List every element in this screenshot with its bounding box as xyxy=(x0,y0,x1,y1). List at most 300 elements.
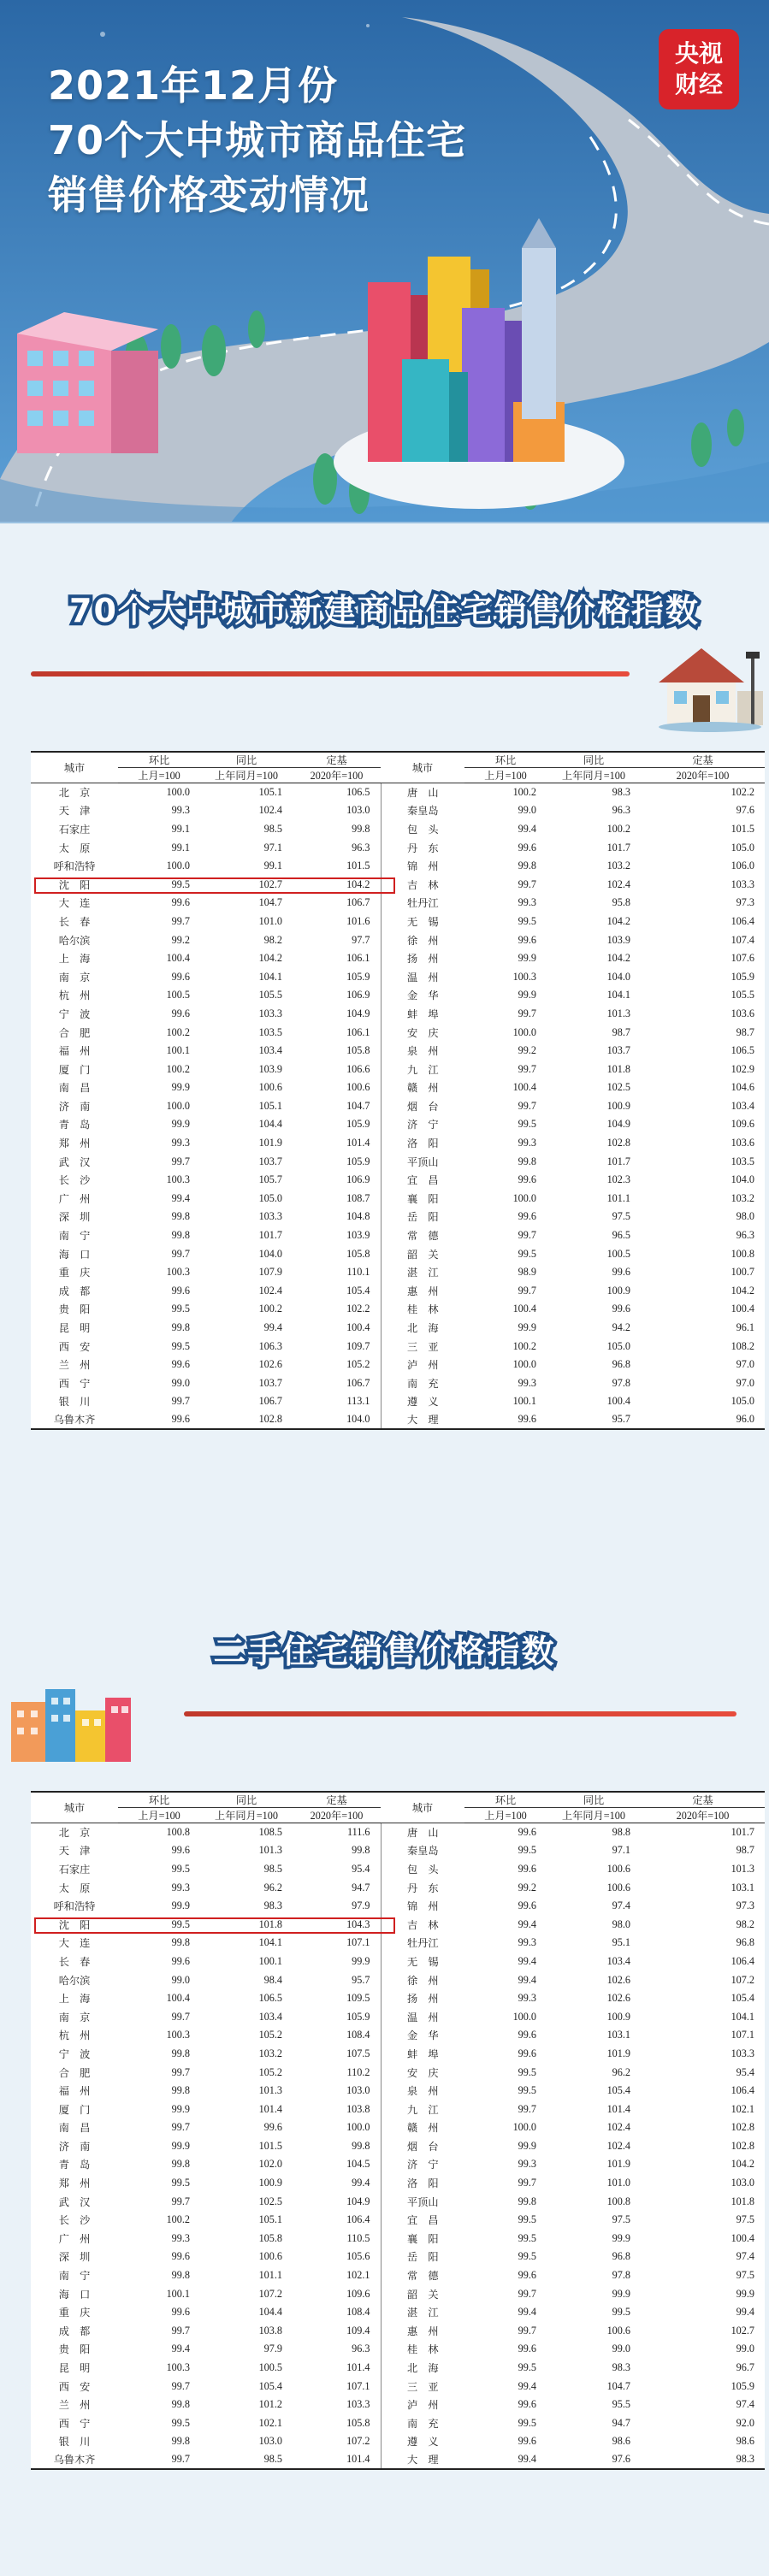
cell-huanbi-right: 99.3 xyxy=(518,1137,536,1149)
cell-city-left: 大 连 xyxy=(58,897,91,910)
table-row xyxy=(31,857,765,876)
cell-huanbi-left: 99.8 xyxy=(171,2047,190,2059)
cell-dingji-right: 101.5 xyxy=(731,822,754,835)
col-tongbi-left: 同比 xyxy=(200,752,293,768)
cell-tongbi-left: 105.2 xyxy=(258,2065,282,2078)
cell-dingji-left: 96.3 xyxy=(352,841,370,854)
cell-tongbi-right: 98.8 xyxy=(612,1826,630,1839)
table-row xyxy=(31,1823,765,1842)
cell-tongbi-left: 105.2 xyxy=(258,2029,282,2041)
cell-city-left: 哈尔滨 xyxy=(58,1974,91,1987)
cell-dingji-right: 105.0 xyxy=(731,841,754,854)
cell-city-left: 青 岛 xyxy=(58,2159,91,2171)
cell-huanbi-right: 99.9 xyxy=(518,989,536,1001)
cell-huanbi-left: 99.5 xyxy=(171,877,190,890)
cell-city-left: 济 南 xyxy=(58,1100,91,1113)
cell-huanbi-right: 99.7 xyxy=(518,2177,536,2189)
cell-dingji-right: 104.2 xyxy=(731,1284,754,1297)
cell-huanbi-left: 99.3 xyxy=(171,2231,190,2244)
col2-tongbi-right: 同比 xyxy=(547,1792,641,1808)
cell-dingji-right: 102.8 xyxy=(731,2139,754,2152)
cell-huanbi-left: 100.3 xyxy=(166,2361,190,2374)
cell-city-left: 广 州 xyxy=(58,1192,91,1205)
cell-city-right: 惠 州 xyxy=(381,1282,464,1301)
cell-huanbi-right: 99.3 xyxy=(518,896,536,909)
table-row xyxy=(31,913,765,931)
table-row xyxy=(31,2340,765,2359)
cell-tongbi-left: 102.8 xyxy=(200,1411,293,1430)
cell-huanbi-left: 99.4 xyxy=(171,1191,190,1204)
cell-dingji-right: 102.1 xyxy=(731,2102,754,2115)
cell-tongbi-right: 101.0 xyxy=(606,2177,630,2189)
cell-tongbi-left: 105.0 xyxy=(258,1191,282,1204)
cell-tongbi-right: 98.0 xyxy=(612,1917,630,1930)
cell-city-right: 安 庆 xyxy=(381,2063,464,2082)
cell-huanbi-right: 99.7 xyxy=(518,1007,536,1019)
cell-tongbi-right: 99.9 xyxy=(612,2231,630,2244)
cell-tongbi-right: 96.2 xyxy=(612,2065,630,2078)
cell-dingji-left: 113.1 xyxy=(346,1395,370,1408)
cell-huanbi-right: 99.5 xyxy=(518,914,536,927)
cell-dingji-right: 107.2 xyxy=(731,1973,754,1986)
col2-huanbi-left: 环比 xyxy=(118,1792,200,1808)
cell-city-left: 武 汉 xyxy=(58,2195,91,2208)
table-row xyxy=(31,894,765,913)
cell-huanbi-left: 99.7 xyxy=(118,2451,200,2470)
cell-city-right: 常 德 xyxy=(381,1226,464,1245)
cell-dingji-left: 107.1 xyxy=(346,2379,370,2392)
sub2-tongbi-right: 上年同月=100 xyxy=(547,1808,641,1823)
table-row xyxy=(31,1841,765,1860)
cell-huanbi-right: 99.7 xyxy=(518,1284,536,1297)
cell-dingji-left: 105.9 xyxy=(346,1118,370,1131)
cell-city-right: 牡丹江 xyxy=(381,894,464,913)
col2-city-right: 城市 xyxy=(381,1792,464,1823)
cell-city-right: 北 海 xyxy=(381,2359,464,2378)
cell-tongbi-left: 101.4 xyxy=(258,2102,282,2115)
cell-dingji-right: 102.2 xyxy=(731,786,754,799)
cell-huanbi-left: 99.6 xyxy=(171,1007,190,1019)
cell-dingji-right: 97.3 xyxy=(736,1900,754,1912)
cell-tongbi-right: 100.8 xyxy=(606,2195,630,2207)
cell-huanbi-right: 99.7 xyxy=(518,2324,536,2337)
cell-city-left: 宁 波 xyxy=(58,1007,91,1020)
cell-huanbi-left: 100.8 xyxy=(166,1826,190,1839)
cell-dingji-left: 105.8 xyxy=(346,1044,370,1057)
cell-tongbi-left: 100.6 xyxy=(258,2250,282,2263)
cell-huanbi-right: 100.0 xyxy=(512,1358,536,1371)
cell-city-right: 蚌 埠 xyxy=(381,2045,464,2064)
cell-city-right: 南 充 xyxy=(381,2414,464,2433)
cell-city-right: 唐 山 xyxy=(381,783,464,802)
cell-city-left: 南 宁 xyxy=(58,2270,91,2283)
cell-city-left: 太 原 xyxy=(58,842,91,854)
cell-city-left: 北 京 xyxy=(58,1827,91,1840)
cell-tongbi-left: 101.3 xyxy=(258,2084,282,2097)
sub2-dingji-right: 2020年=100 xyxy=(641,1808,765,1823)
cell-tongbi-left: 103.3 xyxy=(258,1210,282,1223)
table-row xyxy=(31,2174,765,2193)
cell-city-left: 哈尔滨 xyxy=(58,934,91,947)
cell-tongbi-right: 97.1 xyxy=(612,1844,630,1857)
cell-huanbi-left: 99.7 xyxy=(171,2065,190,2078)
cell-huanbi-right: 99.7 xyxy=(518,2102,536,2115)
cell-huanbi-left: 99.7 xyxy=(171,1247,190,1260)
cell-dingji-left: 94.7 xyxy=(352,1881,370,1894)
cell-city-right: 襄 阳 xyxy=(381,1190,464,1208)
col-tongbi-right: 同比 xyxy=(547,752,641,768)
cell-dingji-right: 106.4 xyxy=(731,2084,754,2097)
cell-huanbi-right: 99.5 xyxy=(518,2250,536,2263)
cell-huanbi-right: 99.0 xyxy=(518,804,536,817)
cell-city-right: 大 理 xyxy=(381,1411,464,1430)
table-row xyxy=(31,1300,765,1319)
cell-tongbi-left: 103.7 xyxy=(258,1155,282,1167)
cell-dingji-left: 107.2 xyxy=(346,2435,370,2448)
cell-dingji-left: 110.5 xyxy=(346,2231,370,2244)
cell-city-left: 南 京 xyxy=(58,2011,91,2024)
cell-tongbi-right: 102.4 xyxy=(606,877,630,890)
sub2-huanbi-left: 上月=100 xyxy=(118,1808,200,1823)
table-row xyxy=(31,1060,765,1078)
cell-tongbi-left: 100.6 xyxy=(258,1081,282,1094)
table-row xyxy=(31,2192,765,2211)
cell-tongbi-left: 99.4 xyxy=(263,1321,282,1334)
table-row xyxy=(31,2026,765,2045)
table-row xyxy=(31,1042,765,1061)
cell-dingji-left: 95.7 xyxy=(352,1973,370,1986)
cell-dingji-left: 111.6 xyxy=(346,1826,370,1839)
cell-tongbi-right: 100.6 xyxy=(606,1881,630,1894)
cell-huanbi-right: 99.5 xyxy=(518,2213,536,2226)
cell-tongbi-right: 98.3 xyxy=(612,2361,630,2374)
cell-huanbi-left: 100.4 xyxy=(166,1992,190,2005)
cell-city-left: 昆 明 xyxy=(58,1322,91,1335)
cell-tongbi-left: 106.5 xyxy=(258,1992,282,2005)
table-row xyxy=(31,1970,765,1989)
cell-city-left: 宁 波 xyxy=(58,2047,91,2060)
cell-dingji-right: 107.4 xyxy=(731,933,754,946)
cell-tongbi-right: 102.8 xyxy=(606,1137,630,1149)
cell-dingji-right: 97.4 xyxy=(736,2250,754,2263)
table-row xyxy=(31,949,765,968)
cell-dingji-right: 99.4 xyxy=(736,2306,754,2319)
cell-dingji-left: 105.4 xyxy=(346,1284,370,1297)
cell-city-right: 桂 林 xyxy=(381,2340,464,2359)
table-row xyxy=(31,820,765,839)
cell-dingji-right: 105.5 xyxy=(731,989,754,1001)
cell-city-right: 洛 阳 xyxy=(381,1134,464,1153)
cell-huanbi-left: 100.0 xyxy=(166,1099,190,1112)
table-row xyxy=(31,1134,765,1153)
table-row xyxy=(31,1152,765,1171)
cell-dingji-left: 104.3 xyxy=(346,1917,370,1930)
cell-tongbi-right: 100.6 xyxy=(606,1862,630,1875)
cell-city-left: 郑 州 xyxy=(58,2177,91,2190)
cell-dingji-left: 109.7 xyxy=(346,1339,370,1352)
cell-city-right: 泸 州 xyxy=(381,1356,464,1374)
cell-huanbi-left: 99.3 xyxy=(171,1137,190,1149)
cell-tongbi-right: 100.9 xyxy=(606,2010,630,2023)
cell-dingji-right: 97.6 xyxy=(736,804,754,817)
cell-tongbi-left: 104.1 xyxy=(258,1936,282,1949)
cell-city-left: 石家庄 xyxy=(58,1863,91,1876)
sub-tongbi-right: 上年同月=100 xyxy=(547,768,641,783)
table-row xyxy=(31,2155,765,2174)
cell-city-right: 丹 东 xyxy=(381,1878,464,1897)
cell-city-right: 温 州 xyxy=(381,2007,464,2026)
cell-huanbi-left: 99.6 xyxy=(171,1358,190,1371)
cell-tongbi-right: 97.5 xyxy=(612,1210,630,1223)
cell-dingji-left: 96.3 xyxy=(352,2343,370,2355)
cell-tongbi-right: 104.9 xyxy=(606,1118,630,1131)
cell-tongbi-left: 98.4 xyxy=(263,1973,282,1986)
cell-dingji-left: 109.5 xyxy=(346,1992,370,2005)
new-housing-table xyxy=(31,751,765,1430)
cell-huanbi-left: 99.6 xyxy=(118,1411,200,1430)
cell-huanbi-left: 99.8 xyxy=(171,2269,190,2282)
cell-huanbi-left: 99.7 xyxy=(171,2010,190,2023)
cell-huanbi-left: 99.6 xyxy=(171,2306,190,2319)
cell-huanbi-left: 99.6 xyxy=(171,1844,190,1857)
cell-dingji-right: 105.0 xyxy=(731,1395,754,1408)
cell-huanbi-left: 99.5 xyxy=(171,2177,190,2189)
cell-huanbi-right: 100.2 xyxy=(512,1339,536,1352)
cell-huanbi-right: 100.3 xyxy=(512,970,536,983)
cell-city-right: 丹 东 xyxy=(381,838,464,857)
cell-tongbi-right: 100.5 xyxy=(606,1247,630,1260)
cell-city-left: 北 京 xyxy=(58,787,91,800)
cell-huanbi-left: 99.5 xyxy=(171,1862,190,1875)
cell-tongbi-right: 102.4 xyxy=(606,2121,630,2134)
cell-city-left: 成 都 xyxy=(58,2325,91,2337)
cell-city-right: 韶 关 xyxy=(381,1244,464,1263)
cell-tongbi-left: 101.7 xyxy=(258,1229,282,1242)
cell-tongbi-right: 104.2 xyxy=(606,952,630,965)
cell-dingji-right: 101.3 xyxy=(731,1862,754,1875)
cell-city-left: 西 安 xyxy=(58,2380,91,2393)
cell-city-left: 厦 门 xyxy=(58,2103,91,2116)
hero-title xyxy=(48,58,466,222)
cell-city-left: 呼和浩特 xyxy=(53,1900,96,1913)
cell-huanbi-left: 99.6 xyxy=(171,970,190,983)
hohhot-highlight-box-2 xyxy=(34,1917,395,1934)
cell-dingji-left: 103.8 xyxy=(346,2102,370,2115)
cell-huanbi-right: 99.6 xyxy=(518,2029,536,2041)
cell-tongbi-left: 99.1 xyxy=(263,860,282,872)
cell-dingji-right: 104.2 xyxy=(731,2158,754,2171)
cell-tongbi-left: 103.7 xyxy=(258,1376,282,1389)
cell-dingji-right: 108.2 xyxy=(731,1339,754,1352)
cell-huanbi-right: 99.3 xyxy=(518,1992,536,2005)
cell-dingji-left: 104.7 xyxy=(346,1099,370,1112)
cell-city-right: 徐 州 xyxy=(381,1970,464,1989)
cell-city-right: 包 头 xyxy=(381,820,464,839)
cell-dingji-left: 100.0 xyxy=(346,2121,370,2134)
cell-dingji-right: 97.3 xyxy=(736,896,754,909)
cell-tongbi-left: 103.9 xyxy=(258,1062,282,1075)
table-row xyxy=(31,1953,765,1971)
section2-title: 二手住宅销售价格指数 xyxy=(213,1633,556,1670)
cell-dingji-left: 103.0 xyxy=(346,2084,370,2097)
cell-city-right: 湛 江 xyxy=(381,1263,464,1282)
cell-dingji-left: 101.4 xyxy=(293,2451,381,2470)
cell-tongbi-right: 98.6 xyxy=(612,2435,630,2448)
cell-dingji-left: 103.3 xyxy=(346,2398,370,2411)
cell-city-left: 合 肥 xyxy=(58,2066,91,2079)
cell-huanbi-right: 99.4 xyxy=(518,822,536,835)
cell-huanbi-left: 100.2 xyxy=(166,1062,190,1075)
table-row xyxy=(31,2248,765,2266)
cell-huanbi-right: 99.5 xyxy=(518,1844,536,1857)
table-row xyxy=(31,783,765,802)
cell-tongbi-right: 105.0 xyxy=(606,1339,630,1352)
cell-huanbi-left: 99.0 xyxy=(171,1376,190,1389)
cell-city-left: 长 春 xyxy=(58,1955,91,1968)
cell-dingji-left: 100.4 xyxy=(346,1321,370,1334)
cell-tongbi-left: 104.0 xyxy=(258,1247,282,1260)
cell-tongbi-right: 100.6 xyxy=(606,2324,630,2337)
cell-city-left: 上 海 xyxy=(58,1993,91,2006)
cell-huanbi-right: 99.9 xyxy=(518,1321,536,1334)
table-row xyxy=(31,2377,765,2396)
cell-city-right: 三 亚 xyxy=(381,2377,464,2396)
cell-tongbi-left: 102.0 xyxy=(258,2158,282,2171)
cell-huanbi-left: 99.7 xyxy=(171,1155,190,1167)
cell-dingji-right: 97.0 xyxy=(736,1376,754,1389)
cell-huanbi-right: 100.0 xyxy=(512,1191,536,1204)
cell-city-left: 沈 阳 xyxy=(58,878,91,891)
cell-tongbi-right: 100.9 xyxy=(606,1284,630,1297)
cell-dingji-right: 104.1 xyxy=(731,2010,754,2023)
hohhot-highlight-box xyxy=(34,877,395,894)
cell-dingji-right: 103.2 xyxy=(731,1191,754,1204)
cell-city-left: 银 川 xyxy=(58,2436,91,2449)
cell-huanbi-left: 99.8 xyxy=(171,2435,190,2448)
hero-title-line-2: 70个大中城市商品住宅 xyxy=(48,117,467,163)
table-row xyxy=(31,2137,765,2156)
table-row xyxy=(31,1392,765,1411)
cell-dingji-left: 106.5 xyxy=(346,786,370,799)
cell-city-left: 西 安 xyxy=(58,1340,91,1353)
sub2-tongbi-left: 上年同月=100 xyxy=(200,1808,293,1823)
cell-tongbi-left: 106.7 xyxy=(258,1395,282,1408)
cell-city-right: 吉 林 xyxy=(381,875,464,894)
cell-dingji-left: 102.2 xyxy=(346,1303,370,1315)
cell-city-left: 天 津 xyxy=(58,1845,91,1858)
cell-tongbi-right: 98.3 xyxy=(612,786,630,799)
cell-tongbi-right: 101.9 xyxy=(606,2047,630,2059)
cell-city-left: 福 州 xyxy=(58,2085,91,2098)
col2-city-left: 城市 xyxy=(31,1792,118,1823)
cell-city-left: 海 口 xyxy=(58,2288,91,2301)
cell-huanbi-left: 99.8 xyxy=(171,2398,190,2411)
cell-dingji-right: 96.1 xyxy=(736,1321,754,1334)
cell-dingji-left: 95.4 xyxy=(352,1862,370,1875)
cell-city-left: 贵 阳 xyxy=(58,2343,91,2356)
logo-line-2: 财经 xyxy=(674,70,723,98)
table-row xyxy=(31,1989,765,2008)
cell-tongbi-left: 103.0 xyxy=(258,2435,282,2448)
cell-city-left: 大 连 xyxy=(58,1937,91,1950)
cell-dingji-left: 101.5 xyxy=(346,860,370,872)
cell-city-left: 乌鲁木齐 xyxy=(31,2451,118,2470)
cell-huanbi-left: 99.9 xyxy=(171,1081,190,1094)
cell-huanbi-left: 99.1 xyxy=(171,822,190,835)
cell-huanbi-left: 100.3 xyxy=(166,1173,190,1186)
cell-city-right: 平顶山 xyxy=(381,2192,464,2211)
cell-city-left: 南 昌 xyxy=(58,2122,91,2135)
cell-city-right: 宜 昌 xyxy=(381,1171,464,1190)
cell-tongbi-left: 102.5 xyxy=(258,2195,282,2207)
col-huanbi-left: 环比 xyxy=(118,752,200,768)
cell-dingji-left: 106.9 xyxy=(346,989,370,1001)
cell-tongbi-right: 101.3 xyxy=(606,1007,630,1019)
cell-city-right: 湛 江 xyxy=(381,2303,464,2322)
cell-tongbi-right: 100.4 xyxy=(606,1395,630,1408)
cell-city-right: 遵 义 xyxy=(381,2432,464,2451)
cell-huanbi-right: 99.6 xyxy=(518,1862,536,1875)
cell-huanbi-left: 99.5 xyxy=(171,2416,190,2429)
cell-city-left: 南 昌 xyxy=(58,1082,91,1095)
cell-tongbi-left: 102.4 xyxy=(258,1284,282,1297)
cell-dingji-left: 101.6 xyxy=(346,914,370,927)
cell-city-right: 吉 林 xyxy=(381,1915,464,1934)
cell-dingji-left: 106.6 xyxy=(346,1062,370,1075)
cell-city-left: 上 海 xyxy=(58,953,91,966)
cell-dingji-left: 110.2 xyxy=(346,2065,370,2078)
cell-city-left: 青 岛 xyxy=(58,1119,91,1131)
cell-city-right: 无 锡 xyxy=(381,913,464,931)
cell-city-right: 惠 州 xyxy=(381,2322,464,2341)
second-hand-table xyxy=(31,1791,765,2470)
cell-dingji-left: 106.7 xyxy=(346,896,370,909)
cell-dingji-right: 100.7 xyxy=(731,1266,754,1279)
cell-dingji-right: 103.6 xyxy=(731,1007,754,1019)
cell-huanbi-right: 99.6 xyxy=(518,1173,536,1186)
cell-huanbi-right: 99.9 xyxy=(518,952,536,965)
cell-dingji-left: 97.7 xyxy=(352,933,370,946)
cell-tongbi-right: 101.4 xyxy=(606,2102,630,2115)
cell-tongbi-right: 102.4 xyxy=(606,2139,630,2152)
col-dingji-left: 定基 xyxy=(293,752,381,768)
cell-huanbi-right: 99.5 xyxy=(518,2361,536,2374)
cell-city-left: 海 口 xyxy=(58,1248,91,1261)
cell-dingji-left: 104.9 xyxy=(346,1007,370,1019)
cell-tongbi-right: 104.2 xyxy=(606,914,630,927)
cell-tongbi-left: 101.9 xyxy=(258,1137,282,1149)
cell-dingji-right: 103.6 xyxy=(731,1137,754,1149)
table-row xyxy=(31,2396,765,2414)
table-row xyxy=(31,1115,765,1134)
cell-city-left: 西 宁 xyxy=(58,2417,91,2430)
cell-dingji-right: 105.9 xyxy=(731,970,754,983)
cell-huanbi-right: 99.7 xyxy=(518,1229,536,1242)
cell-dingji-right: 101.7 xyxy=(731,1826,754,1839)
cell-dingji-left: 105.9 xyxy=(346,970,370,983)
cell-huanbi-right: 98.9 xyxy=(518,1266,536,1279)
cell-city-right: 南 充 xyxy=(381,1374,464,1393)
cell-city-left: 兰 州 xyxy=(58,1359,91,1372)
cell-dingji-right: 98.7 xyxy=(736,1025,754,1038)
cell-huanbi-right: 100.4 xyxy=(512,1303,536,1315)
table-row xyxy=(31,1171,765,1190)
cell-huanbi-left: 100.5 xyxy=(166,989,190,1001)
cell-city-right: 扬 州 xyxy=(381,1989,464,2008)
cell-huanbi-left: 99.9 xyxy=(171,2139,190,2152)
cell-tongbi-left: 105.1 xyxy=(258,2213,282,2226)
cell-huanbi-right: 99.7 xyxy=(518,1062,536,1075)
